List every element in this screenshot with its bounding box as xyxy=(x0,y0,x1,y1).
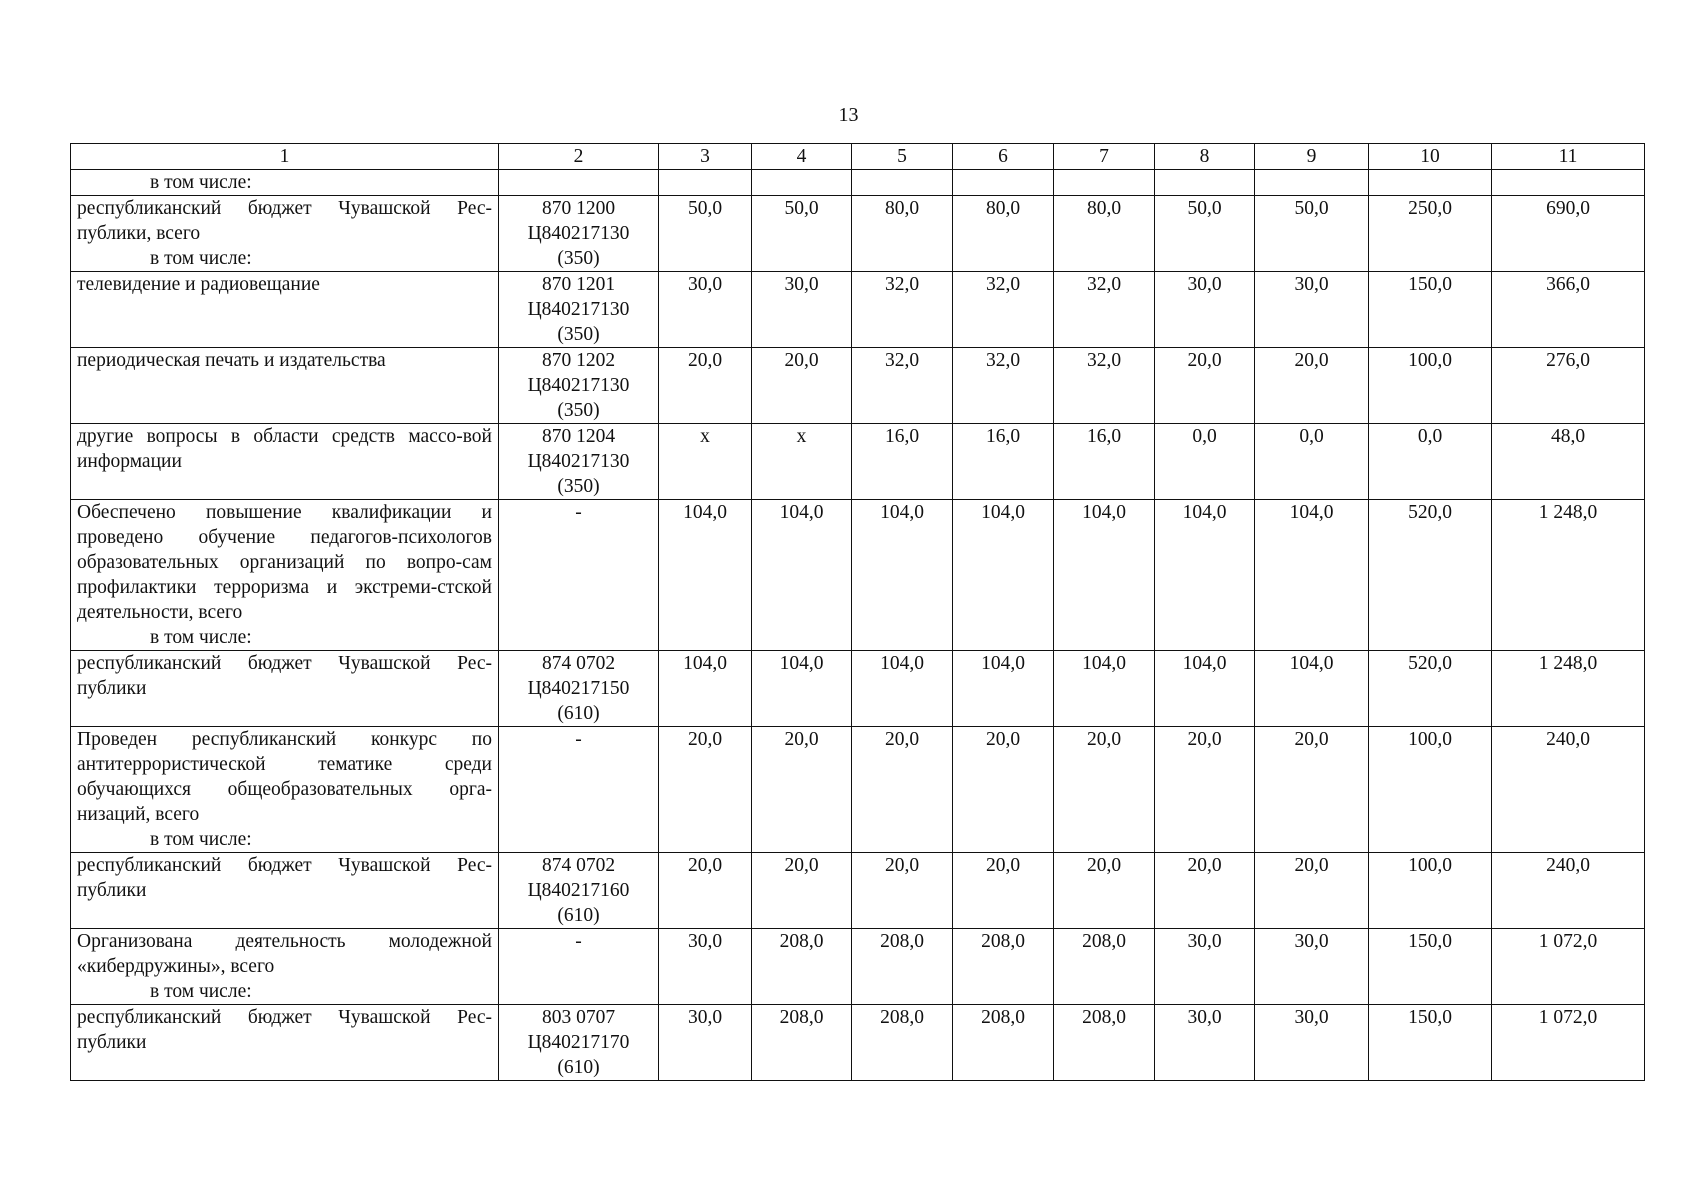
amount-cell: 520,0 xyxy=(1369,651,1492,727)
budget-code-line: Ц840217130 xyxy=(527,223,630,244)
amount-cell xyxy=(1255,170,1369,196)
column-number-cell: 6 xyxy=(953,144,1054,170)
table-row xyxy=(71,170,1645,196)
budget-code-line: (610) xyxy=(557,1057,600,1078)
amount-cell: 32,0 xyxy=(852,272,953,348)
amount-cell: 20,0 xyxy=(659,727,752,853)
amount-cell: 32,0 xyxy=(953,348,1054,424)
row-description-cell xyxy=(71,929,499,1005)
amount-cell: 100,0 xyxy=(1369,727,1492,853)
amount-cell: 208,0 xyxy=(752,929,852,1005)
amount-cell: 50,0 xyxy=(752,196,852,272)
budget-code-line: Ц840217170 xyxy=(527,1032,630,1053)
amount-cell: 30,0 xyxy=(659,1005,752,1081)
amount-cell: 30,0 xyxy=(659,929,752,1005)
column-number-cell: 1 xyxy=(71,144,499,170)
amount-cell: 20,0 xyxy=(953,853,1054,929)
budget-code-line: 870 1201 xyxy=(541,274,616,295)
amount-cell: 208,0 xyxy=(752,1005,852,1081)
amount-cell: 20,0 xyxy=(752,727,852,853)
amount-cell: 32,0 xyxy=(1054,272,1155,348)
amount-cell: 100,0 xyxy=(1369,348,1492,424)
row-description: республиканский бюджет Чувашской Рес-публики xyxy=(77,1007,492,1053)
row-description: Организована деятельность молодежной «кибердружины», всего xyxy=(77,931,492,977)
amount-cell: 104,0 xyxy=(1054,500,1155,651)
amount-cell: 104,0 xyxy=(1255,500,1369,651)
amount-cell: 20,0 xyxy=(1155,853,1255,929)
budget-code-line: Ц840217130 xyxy=(527,451,630,472)
column-number-cell: 10 xyxy=(1369,144,1492,170)
budget-code-cell xyxy=(499,424,659,500)
row-description: телевидение и радиовещание xyxy=(77,274,320,295)
amount-cell: 208,0 xyxy=(852,1005,953,1081)
column-number-cell: 3 xyxy=(659,144,752,170)
amount-cell: 20,0 xyxy=(1255,853,1369,929)
budget-code-line: 874 0702 xyxy=(541,653,616,674)
amount-cell: 1 072,0 xyxy=(1492,929,1645,1005)
column-number-cell: 8 xyxy=(1155,144,1255,170)
budget-code-line: Ц840217130 xyxy=(527,299,630,320)
budget-code-cell xyxy=(499,651,659,727)
amount-cell: 690,0 xyxy=(1492,196,1645,272)
budget-code-line: 870 1200 xyxy=(541,198,616,219)
budget-code-cell xyxy=(499,727,659,853)
amount-cell: 240,0 xyxy=(1492,727,1645,853)
table-row xyxy=(71,853,1645,929)
row-description-cell xyxy=(71,170,499,196)
column-number-cell: 4 xyxy=(752,144,852,170)
amount-cell: x xyxy=(659,424,752,500)
table-row xyxy=(71,272,1645,348)
amount-cell: 20,0 xyxy=(1255,727,1369,853)
amount-cell: 30,0 xyxy=(659,272,752,348)
amount-cell: 20,0 xyxy=(1155,727,1255,853)
amount-cell: 30,0 xyxy=(1155,929,1255,1005)
budget-code-line: Ц840217130 xyxy=(527,375,630,396)
amount-cell: 30,0 xyxy=(1155,1005,1255,1081)
budget-code-line: (350) xyxy=(557,476,600,497)
budget-code-line: - xyxy=(575,502,582,523)
column-number-cell: 7 xyxy=(1054,144,1155,170)
row-description-cell xyxy=(71,1005,499,1081)
table-row xyxy=(71,929,1645,1005)
amount-cell: 104,0 xyxy=(752,500,852,651)
amount-cell: 250,0 xyxy=(1369,196,1492,272)
table-row xyxy=(71,1005,1645,1081)
amount-cell: 32,0 xyxy=(1054,348,1155,424)
amount-cell: 20,0 xyxy=(1155,348,1255,424)
row-description-cell xyxy=(71,651,499,727)
amount-cell: 20,0 xyxy=(852,853,953,929)
row-description-cell xyxy=(71,727,499,853)
amount-cell: 366,0 xyxy=(1492,272,1645,348)
amount-cell: 32,0 xyxy=(953,272,1054,348)
amount-cell: 16,0 xyxy=(1054,424,1155,500)
column-number-cell: 5 xyxy=(852,144,953,170)
budget-table xyxy=(70,143,1645,1081)
amount-cell xyxy=(659,170,752,196)
amount-cell: 104,0 xyxy=(852,651,953,727)
amount-cell: 32,0 xyxy=(852,348,953,424)
row-description: другие вопросы в области средств массо-вой информации xyxy=(77,426,492,472)
amount-cell xyxy=(1155,170,1255,196)
amount-cell: 0,0 xyxy=(1255,424,1369,500)
amount-cell: 104,0 xyxy=(659,500,752,651)
row-description-cell xyxy=(71,500,499,651)
budget-code-cell xyxy=(499,853,659,929)
budget-code-line: Ц840217150 xyxy=(527,678,630,699)
amount-cell: 30,0 xyxy=(1155,272,1255,348)
row-description-cell xyxy=(71,424,499,500)
amount-cell: 16,0 xyxy=(953,424,1054,500)
amount-cell: 104,0 xyxy=(659,651,752,727)
column-number-cell: 11 xyxy=(1492,144,1645,170)
amount-cell: 20,0 xyxy=(1255,348,1369,424)
amount-cell: 208,0 xyxy=(1054,929,1155,1005)
table-row xyxy=(71,651,1645,727)
amount-cell: 0,0 xyxy=(1369,424,1492,500)
amount-cell xyxy=(1054,170,1155,196)
row-description: Обеспечено повышение квалификации и проведено обучение педагогов-психологов образовательных организаций по вопро-сам профилактики терроризма и экстреми-стской деятельности, всего xyxy=(77,502,492,623)
row-subcaption: в том числе: xyxy=(150,172,252,193)
amount-cell xyxy=(852,170,953,196)
amount-cell: 240,0 xyxy=(1492,853,1645,929)
amount-cell: 208,0 xyxy=(1054,1005,1155,1081)
budget-code-line: (350) xyxy=(557,400,600,421)
amount-cell: 50,0 xyxy=(1155,196,1255,272)
amount-cell: 30,0 xyxy=(1255,929,1369,1005)
budget-code-cell xyxy=(499,170,659,196)
budget-code-cell xyxy=(499,196,659,272)
amount-cell: 48,0 xyxy=(1492,424,1645,500)
amount-cell: 208,0 xyxy=(852,929,953,1005)
amount-cell: 520,0 xyxy=(1369,500,1492,651)
amount-cell: 20,0 xyxy=(1054,853,1155,929)
budget-code-cell xyxy=(499,272,659,348)
amount-cell xyxy=(953,170,1054,196)
amount-cell: 1 248,0 xyxy=(1492,651,1645,727)
amount-cell: 208,0 xyxy=(953,929,1054,1005)
budget-code-line: 870 1204 xyxy=(541,426,616,447)
amount-cell: 100,0 xyxy=(1369,853,1492,929)
budget-code-line: 870 1202 xyxy=(541,350,616,371)
amount-cell: 20,0 xyxy=(752,348,852,424)
amount-cell: 80,0 xyxy=(953,196,1054,272)
budget-code-line: 874 0702 xyxy=(541,855,616,876)
budget-code-line: - xyxy=(575,931,582,952)
amount-cell: 30,0 xyxy=(752,272,852,348)
row-description-cell xyxy=(71,348,499,424)
amount-cell: 104,0 xyxy=(1155,500,1255,651)
budget-code-line: (610) xyxy=(557,703,600,724)
table-body xyxy=(71,144,1645,1081)
budget-code-cell xyxy=(499,500,659,651)
amount-cell: 104,0 xyxy=(752,651,852,727)
budget-code-line: (350) xyxy=(557,248,600,269)
row-description: периодическая печать и издательства xyxy=(77,350,386,371)
column-number-cell: 2 xyxy=(499,144,659,170)
amount-cell: 30,0 xyxy=(1255,272,1369,348)
amount-cell: 1 248,0 xyxy=(1492,500,1645,651)
table-row xyxy=(71,424,1645,500)
amount-cell: x xyxy=(752,424,852,500)
column-number-cell: 9 xyxy=(1255,144,1369,170)
amount-cell: 104,0 xyxy=(1155,651,1255,727)
amount-cell: 80,0 xyxy=(852,196,953,272)
budget-code-line: (610) xyxy=(557,905,600,926)
row-description: республиканский бюджет Чувашской Рес-публики xyxy=(77,653,492,699)
table-row xyxy=(71,196,1645,272)
amount-cell xyxy=(752,170,852,196)
amount-cell: 104,0 xyxy=(1054,651,1155,727)
budget-code-line: - xyxy=(575,729,582,750)
row-subcaption: в том числе: xyxy=(150,981,252,1002)
table-row xyxy=(71,500,1645,651)
row-description: республиканский бюджет Чувашской Рес-публики xyxy=(77,855,492,901)
amount-cell: 50,0 xyxy=(1255,196,1369,272)
amount-cell: 104,0 xyxy=(1255,651,1369,727)
row-subcaption: в том числе: xyxy=(150,627,252,648)
row-description: республиканский бюджет Чувашской Рес-публики, всего xyxy=(77,198,492,244)
budget-code-line: (350) xyxy=(557,324,600,345)
budget-code-cell xyxy=(499,1005,659,1081)
page-number: 13 xyxy=(838,104,859,126)
amount-cell: 1 072,0 xyxy=(1492,1005,1645,1081)
table-row xyxy=(71,348,1645,424)
amount-cell: 208,0 xyxy=(953,1005,1054,1081)
amount-cell: 104,0 xyxy=(953,651,1054,727)
amount-cell: 104,0 xyxy=(852,500,953,651)
row-description-cell xyxy=(71,196,499,272)
budget-code-cell xyxy=(499,929,659,1005)
amount-cell: 20,0 xyxy=(659,853,752,929)
row-subcaption: в том числе: xyxy=(150,248,252,269)
amount-cell: 104,0 xyxy=(953,500,1054,651)
row-description-cell xyxy=(71,272,499,348)
amount-cell: 0,0 xyxy=(1155,424,1255,500)
amount-cell: 20,0 xyxy=(659,348,752,424)
amount-cell: 150,0 xyxy=(1369,1005,1492,1081)
column-number-row xyxy=(71,144,1645,170)
amount-cell: 150,0 xyxy=(1369,929,1492,1005)
amount-cell: 150,0 xyxy=(1369,272,1492,348)
amount-cell: 276,0 xyxy=(1492,348,1645,424)
amount-cell: 20,0 xyxy=(1054,727,1155,853)
row-description: Проведен республиканский конкурс по антитеррористической тематике среди обучающихся общеобразовательных орга-низаций, всего xyxy=(77,729,492,825)
row-subcaption: в том числе: xyxy=(150,829,252,850)
budget-code-cell xyxy=(499,348,659,424)
amount-cell: 80,0 xyxy=(1054,196,1155,272)
amount-cell: 50,0 xyxy=(659,196,752,272)
amount-cell: 20,0 xyxy=(953,727,1054,853)
budget-code-line: Ц840217160 xyxy=(527,880,630,901)
row-description-cell xyxy=(71,853,499,929)
budget-code-line: 803 0707 xyxy=(541,1007,616,1028)
table-row xyxy=(71,727,1645,853)
amount-cell: 30,0 xyxy=(1255,1005,1369,1081)
amount-cell: 20,0 xyxy=(752,853,852,929)
amount-cell: 16,0 xyxy=(852,424,953,500)
amount-cell: 20,0 xyxy=(852,727,953,853)
amount-cell xyxy=(1492,170,1645,196)
amount-cell xyxy=(1369,170,1492,196)
